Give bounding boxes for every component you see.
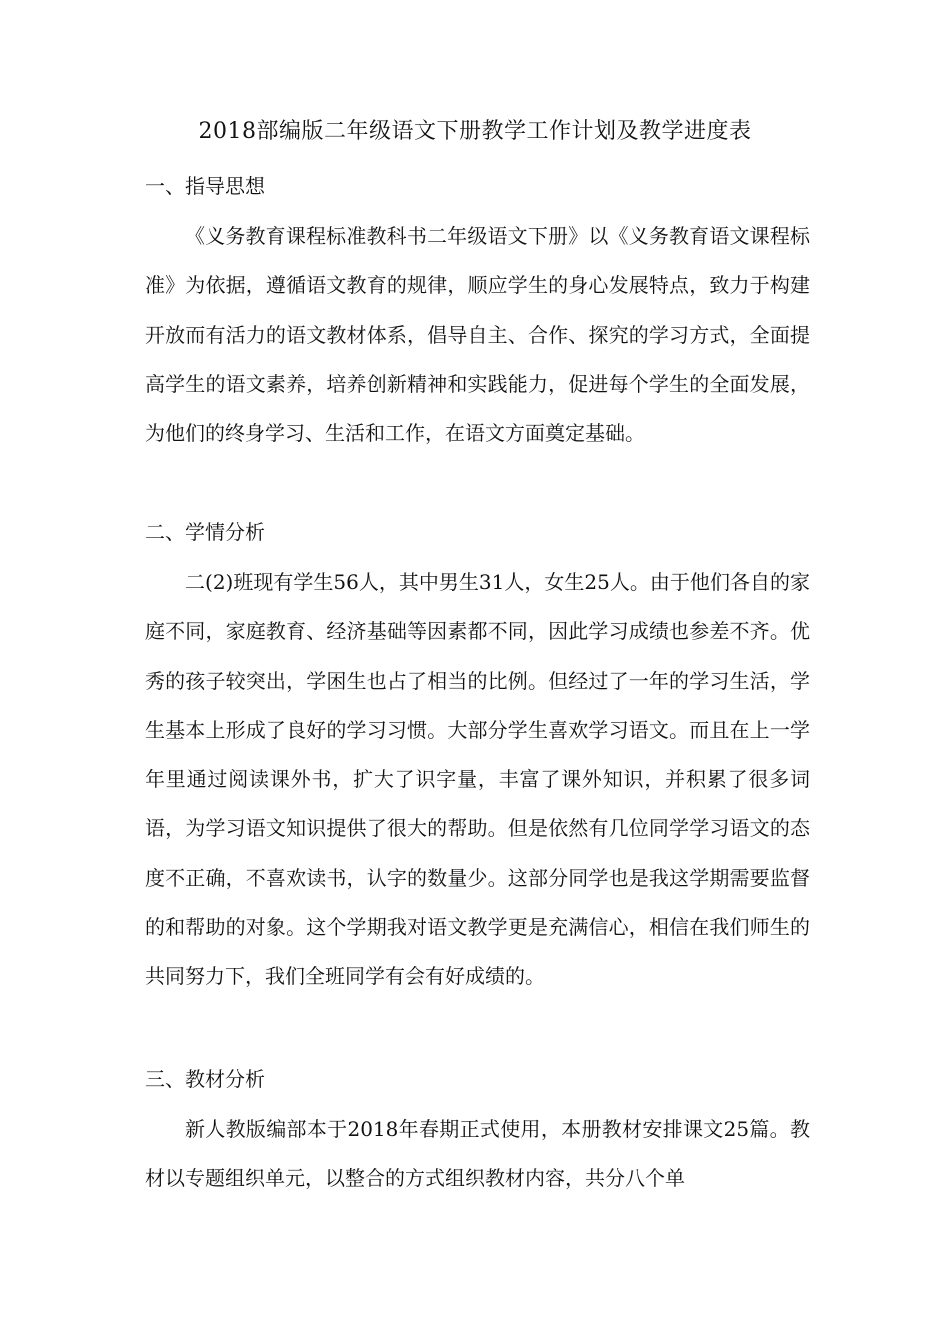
section-body-textbook-analysis: 新人教版编部本于2018年春期正式使用，本册教材安排课文25篇。教材以专题组织单元，以整合的方式组织教材内容，共分八个单 xyxy=(145,1117,810,1191)
document-title: 2018部编版二年级语文下册教学工作计划及教学进度表 xyxy=(198,119,752,144)
section-body-guiding-ideology: 《义务教育课程标准教科书二年级语文下册》以《义务教育语文课程标准》为依据，遵循语文教育的规律，顺应学生的身心发展特点，致力于构建开放而有活力的语文教材体系，倡导自主、合作、探究的学习方式，全面提高学生的语文素养，培养创新精神和实践能力，促进每个学生的全面发展，为他们的终身学习、生活和工作，在语文方面奠定基础。 xyxy=(145,224,810,446)
section-heading-student-analysis: 二、学情分析 xyxy=(145,520,265,544)
section-heading-textbook-analysis: 三、教材分析 xyxy=(145,1067,265,1091)
section-body-student-analysis: 二(2)班现有学生56人，其中男生31人，女生25人。由于他们各自的家庭不同，家庭教育、经济基础等因素都不同，因此学习成绩也参差不齐。优秀的孩子较突出，学困生也占了相当的比例。但经过了一年的学习生活，学生基本上形成了良好的学习习惯。大部分学生喜欢学习语文。而且在上一学年里通过阅读课外书，扩大了识字量，丰富了课外知识，并积累了很多词语，为学习语文知识提供了很大的帮助。但是依然有几位同学学习语文的态度不正确，不喜欢读书，认字的数量少。这部分同学也是我这学期需要监督的和帮助的对象。这个学期我对语文教学更是充满信心，相信在我们师生的共同努力下，我们全班同学有会有好成绩的。 xyxy=(145,570,810,989)
section-heading-guiding-ideology: 一、指导思想 xyxy=(145,174,265,198)
